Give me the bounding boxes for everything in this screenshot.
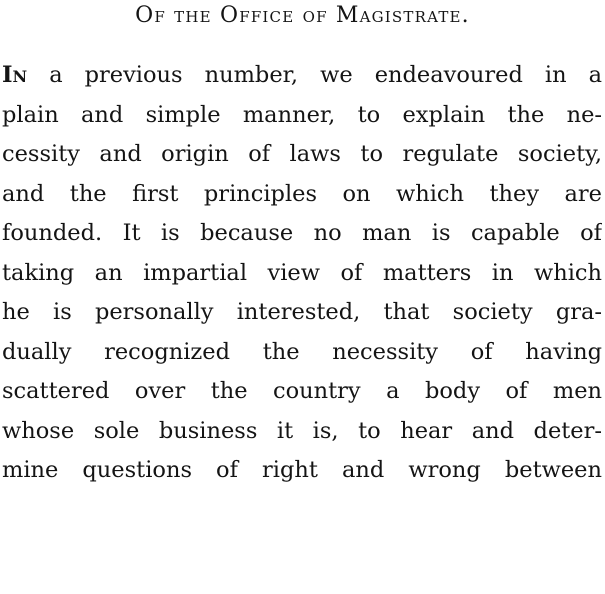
line-1-text: a previous number, we endeavoured in a [49,62,602,88]
paragraph-line-4: and the first principles on which they are [2,180,602,207]
paragraph-line-9: scattered over the country a body of men [2,378,602,404]
article-heading: Of the Office of Magistrate. [135,3,470,28]
paragraph-line-11: mine questions of right and wrong between [2,457,602,483]
article-body [2,56,602,491]
paragraph-line-2: plain and simple manner, to explain the ne- [2,101,602,128]
paragraph-line-8: dually recognized the necessity of having [2,338,602,365]
paragraph-line-6: taking an impartial view of matters in which [2,259,602,286]
paragraph-line-10: whose sole business it is, to hear and deter- [2,417,602,444]
paragraph-line-3: cessity and origin of laws to regulate society, [2,141,602,167]
paragraph-line-5: founded. It is because no man is capable of [2,220,602,246]
opening-word: In [2,62,28,88]
paragraph-line-1 [2,56,602,96]
paragraph-line-7: he is personally interested, that society gra- [2,299,602,325]
